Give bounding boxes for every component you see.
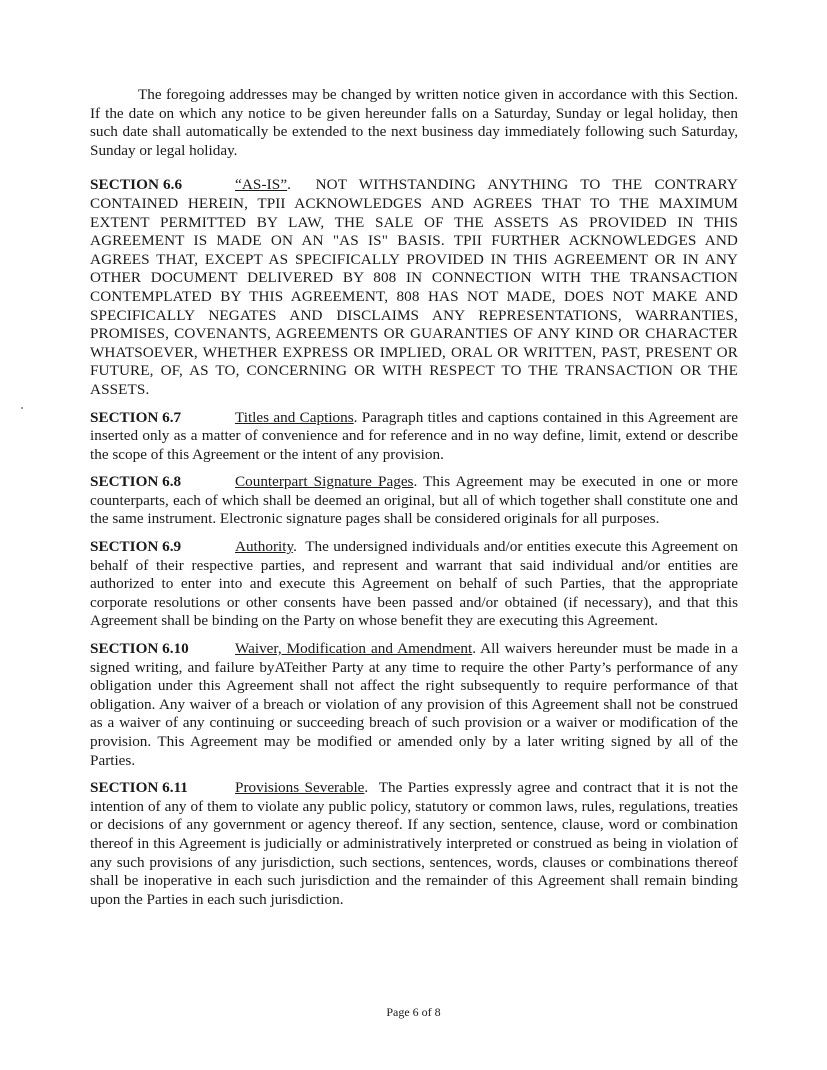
section-title: Titles and Captions [235, 408, 354, 426]
section-title-suffix: . [472, 640, 476, 658]
section-number: SECTION 6.9 [90, 538, 182, 556]
section-title-suffix: . [353, 408, 358, 426]
section-6-11 [90, 779, 738, 909]
section-number: SECTION 6.7 [90, 408, 182, 426]
section-body: Paragraph titles and captions contained in this Agreement are inserted only as a matter of convenience and for reference and in no way define, limit, extend or describe the scope of this Agreement or the intent of any provision. [90, 408, 738, 463]
section-title: Authority [235, 538, 294, 556]
document-body [90, 86, 738, 918]
section-title: “AS-IS” [235, 176, 288, 194]
section-title-suffix: . [293, 538, 297, 556]
section-title: Waiver, Modification and Amendment [235, 640, 473, 658]
page-footer: Page 6 of 8 [386, 1005, 441, 1019]
section-6-9 [90, 538, 738, 631]
section-6-7 [90, 409, 738, 465]
section-title-suffix: . [413, 473, 418, 491]
section-number: SECTION 6.10 [90, 640, 189, 658]
section-6-6 [90, 176, 738, 399]
section-6-8 [90, 473, 738, 529]
section-number: SECTION 6.8 [90, 473, 182, 491]
section-body: NOT WITHSTANDING ANYTHING TO THE CONTRARY CONTAINED HEREIN, TPII ACKNOWLEDGES AND AGREES THAT TO THE MAXIMUM EXTENT PERMITTED BY LAW, THE SALE OF THE ASSETS AS PROVIDED IN THIS AGREEMENT IS MADE ON AN "AS IS" BASIS. TPII FURTHER ACKNOWLEDGES AND AGREES THAT, EXCEPT AS SPECIFICALLY PROVIDED IN THIS AGREEMENT OR IN ANY OTHER DOCUMENT DELIVERED BY 808 IN CONNECTION WITH THE TRANSACTION CONTEMPLATED BY THIS AGREEMENT, 808 HAS NOT MADE, DOES NOT MAKE AND SPECIFICALLY NEGATES AND DISCLAIMS ANY REPRESENTATIONS, WARRANTIES, PROMISES, COVENANTS, AGREEMENTS OR GUARANTIES OF ANY KIND OR CHARACTER WHATSOEVER, WHETHER EXPRESS OR IMPLIED, ORAL OR WRITTEN, PAST, PRESENT OR FUTURE, OF, AS TO, CONCERNING OR WITH RESPECT TO THE TRANSACTION OR THE ASSETS. [90, 176, 738, 398]
section-body: The undersigned individuals and/or entities execute this Agreement on behalf of their respective parties, and represent and warrant that said individual and/or entities are authorized to enter into and execute this Agreement on behalf of such Parties, that the appropriate corporate resolutions or other consents have been passed and/or obtained (if necessary), and that this Agreement shall be binding on the Party on whose benefit they are executing this Agreement. [90, 538, 739, 630]
section-number: SECTION 6.11 [90, 779, 188, 797]
section-title: Counterpart Signature Pages [235, 473, 414, 491]
section-title: Provisions Severable [235, 779, 365, 797]
section-body: The Parties expressly agree and contract that it is not the intention of any of them to violate any public policy, statutory or common laws, rules, regulations, treaties or decisions of any government or agency thereof. If any section, sentence, clause, word or combination thereof in this Agreement is judicially or administratively interpreted or construed as being in violation of any such provisions of any jurisdiction, such sections, sentences, words, clauses or combinations thereof shall be inoperative in each such jurisdiction and the remainder of this Agreement shall remain binding upon the Parties in each such jurisdiction. [90, 779, 738, 908]
intro-paragraph: The foregoing addresses may be changed by written notice given in accordance with this Section. If the date on which any notice to be given hereunder falls on a Saturday, Sunday or legal holiday, then such date shall automatically be extended to the next business day immediately following such Saturday, Sunday or legal holiday. [90, 86, 738, 159]
section-6-10 [90, 640, 738, 770]
section-number: SECTION 6.6 [90, 176, 183, 194]
section-title-suffix: . [364, 779, 369, 797]
section-body: All waivers hereunder must be made in a signed writing, and failure byATeither Party at any time to require the other Party’s performance of any obligation under this Agreement shall not affect the right subsequently to require performance of that obligation. Any waiver of a breach or violation of any provision of this Agreement shall not be construed as a waiver of any continuing or succeeding breach of such provision or a waiver or modification of the provision. This Agreement may be modified or amended only by a later writing signed by all of the Parties. [90, 640, 738, 769]
section-body: This Agreement may be executed in one or more counterparts, each of which shall be deemed an original, but all of which together shall constitute one and the same instrument. Electronic signature pages shall be considered originals for all purposes. [90, 473, 738, 528]
margin-speck [21, 407, 23, 409]
section-title-suffix: . [287, 176, 292, 194]
